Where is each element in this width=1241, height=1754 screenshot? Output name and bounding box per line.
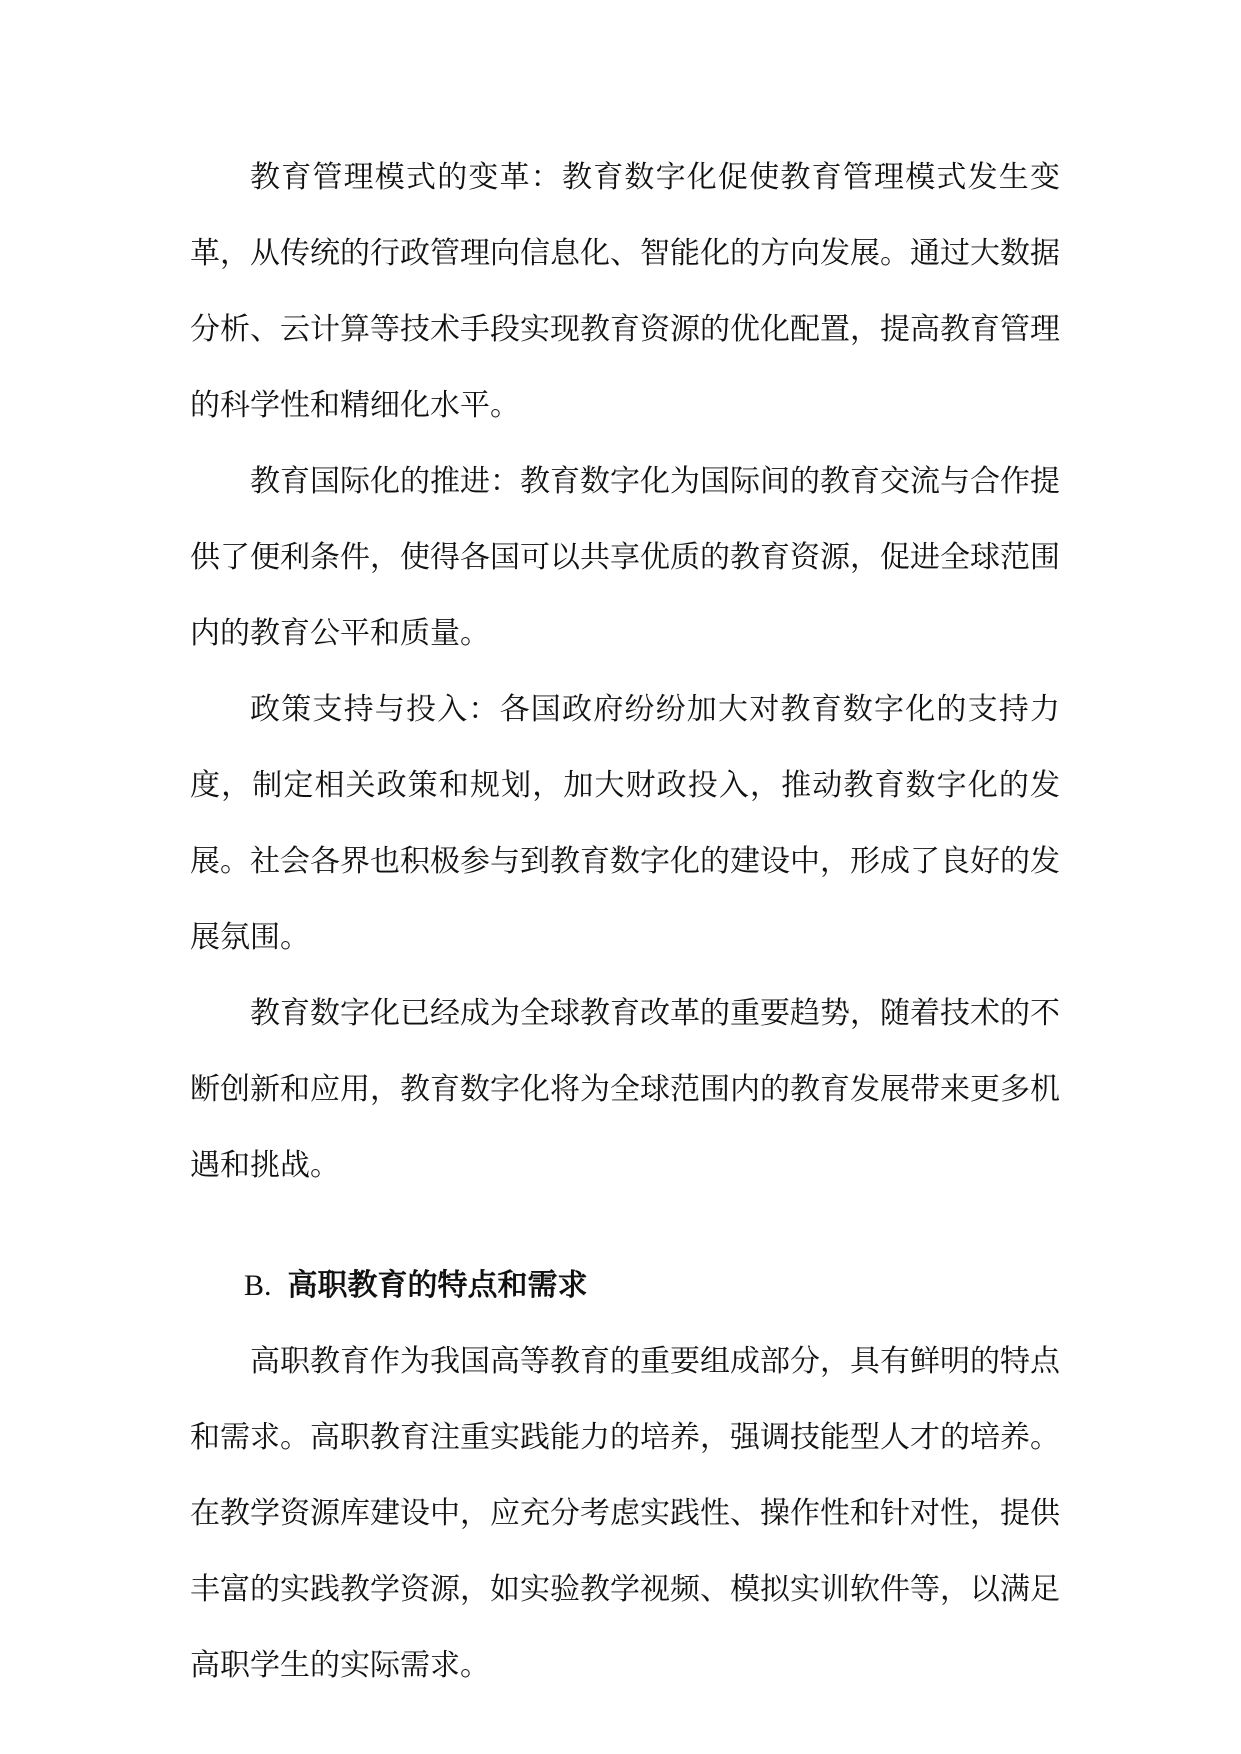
paragraph-vocational-features: 高职教育作为我国高等教育的重要组成部分，具有鲜明的特点和需求。高职教育注重实践能力的培养，强调技能型人才的培养。在教学资源库建设中，应充分考虑实践性、操作性和针对性，提供丰富的实践教学资源，如实验教学视频、模拟实训软件等，以满足高职学生的实际需求。: [190, 1344, 1060, 1683]
paragraph-global-trend: 教育数字化已经成为全球教育改革的重要趋势，随着技术的不断创新和应用，教育数字化将为全球范围内的教育发展带来更多机遇和挑战。: [190, 996, 1060, 1183]
paragraph-policy-support: 政策支持与投入：各国政府纷纷加大对教育数字化的支持力度，制定相关政策和规划，加大财政投入，推动教育数字化的发展。社会各界也积极参与到教育数字化的建设中，形成了良好的发展氛围。: [190, 692, 1060, 955]
section-title: 高职教育的特点和需求: [287, 1268, 588, 1303]
section-number: B.: [244, 1269, 272, 1302]
paragraph-internationalization: 教育国际化的推进：教育数字化为国际间的教育交流与合作提供了便利条件，使得各国可以共享优质的教育资源，促进全球范围内的教育公平和质量。: [190, 464, 1060, 651]
paragraph-management-reform: 教育管理模式的变革：教育数字化促使教育管理模式发生变革，从传统的行政管理向信息化、智能化的方向发展。通过大数据分析、云计算等技术手段实现教育资源的优化配置，提高教育管理的科学性和精细化水平。: [190, 160, 1060, 423]
section-heading: [190, 1248, 1060, 1324]
text-column: [190, 140, 1060, 1704]
